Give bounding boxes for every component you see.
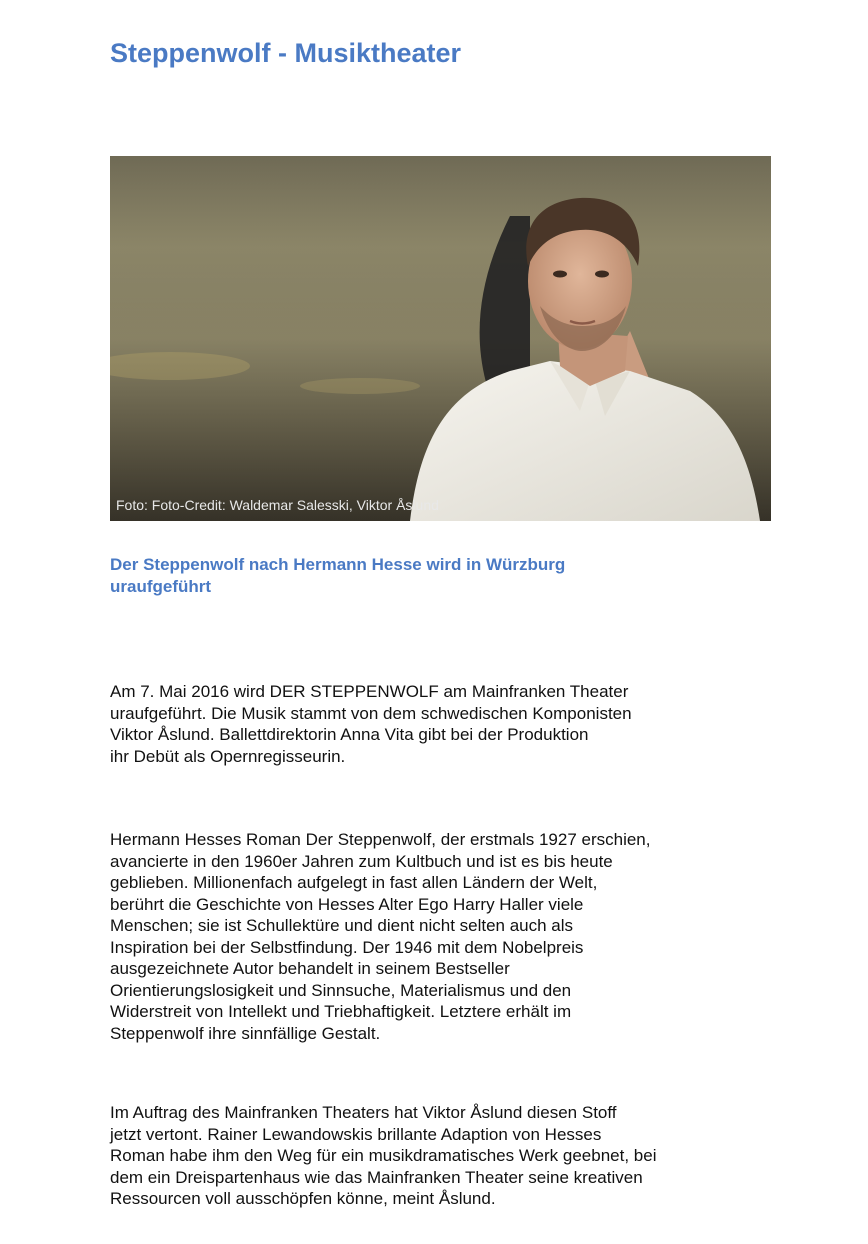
article-subtitle: Der Steppenwolf nach Hermann Hesse wird in Würzburg uraufgeführt	[110, 555, 566, 596]
article-paragraph-2: Hermann Hesses Roman Der Steppenwolf, der erstmals 1927 erschien, avancierte in den 1960er Jahren zum Kultbuch und ist es bis heute geblieben. Millionenfach aufgelegt in fast allen Ländern der Welt, berührt die Geschichte von Hesses Alter Ego Harry Haller viele Menschen; sie ist Schullektüre und dient nicht selten auch als Inspiration bei der Selbstfindung. Der 1946 mit dem Nobelpreis ausgezeichnete Autor behandelt in seinem Bestseller Orientierungslosigkeit und Sinnsuche, Materialismus und den Widerstreit von Intellekt und Triebhaftigkeit. Letztere erhält im Steppenwolf ihre sinnfällige Gestalt.	[110, 830, 651, 1043]
article-paragraph-1: Am 7. Mai 2016 wird DER STEPPENWOLF am Mainfranken Theater uraufgeführt. Die Musik stammt von dem schwedischen Komponisten Viktor Åslund. Ballettdirektorin Anna Vita gibt bei der Produktion ihr Debüt als Opernregisseurin.	[110, 682, 632, 766]
portrait-illustration	[110, 156, 771, 521]
article-paragraph-3: Im Auftrag des Mainfranken Theaters hat Viktor Åslund diesen Stoff jetzt vertont. Rainer Lewandowskis brillante Adaption von Hesses Roman habe ihm den Weg für ein musikdramatisches Werk geebnet, bei dem ein Dreispartenhaus wie das Mainfranken Theater seine kreativen Ressourcen voll ausschöpfen könne, meint Åslund.	[110, 1103, 657, 1208]
portrait-photo	[110, 156, 771, 521]
page-title: Steppenwolf - Musiktheater	[110, 38, 462, 68]
photo-credit: Foto: Foto-Credit: Waldemar Salesski, Viktor Åslund	[116, 497, 439, 513]
